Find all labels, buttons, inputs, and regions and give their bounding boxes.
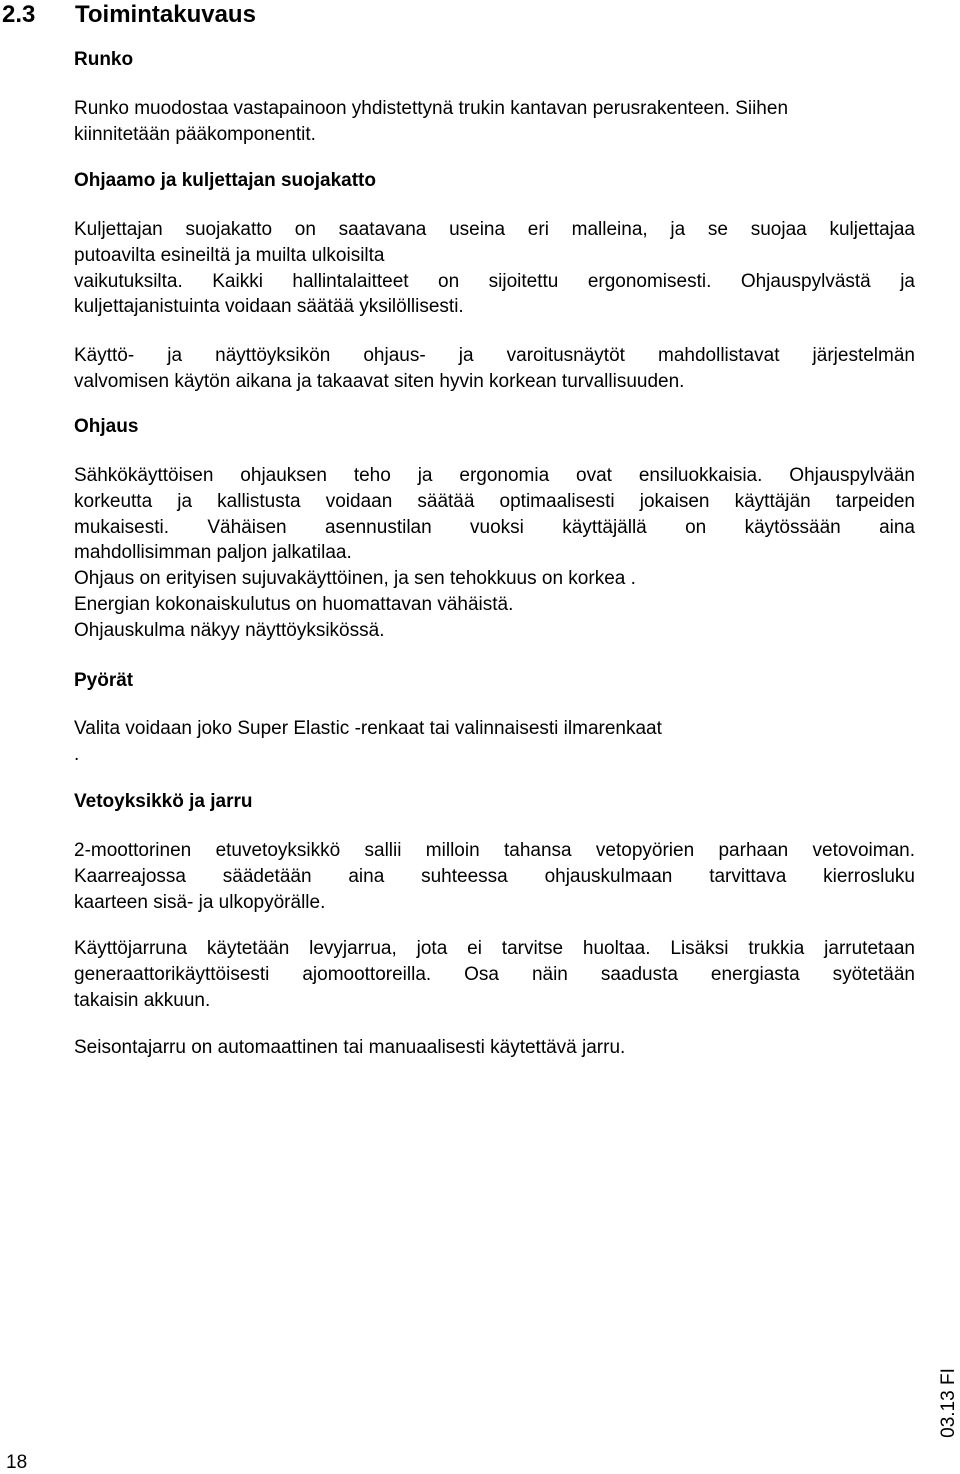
paragraph-ohjaamo-1 xyxy=(74,217,915,320)
paragraph-line: Seisontajarru on automaattinen tai manuaalisesti käytettävä jarru. xyxy=(74,1037,626,1058)
paragraph-line: kuljettajanistuinta voidaan säätää yksilöllisesti. xyxy=(74,296,464,318)
paragraph-line: Kuljettajan suojakatto on saatavana useina eri malleina, ja se suojaa kuljettajaa xyxy=(74,219,915,240)
section-number: 2.3 xyxy=(2,1,36,28)
heading-runko: Runko xyxy=(74,49,134,70)
paragraph-line: mahdollisimman paljon jalkatilaa. xyxy=(74,542,352,564)
paragraph-line: Ohjauskulma näkyy näyttöyksikössä. xyxy=(74,619,385,641)
paragraph-line: kaarteen sisä- ja ulkopyörälle. xyxy=(74,891,326,913)
paragraph-pyorat xyxy=(74,716,915,768)
paragraph-line: putoavilta esineiltä ja muilta ulkoisilta xyxy=(74,244,385,266)
paragraph-line: Runko muodostaa vastapainoon yhdistettynä trukin kantavan perusrakenteen. Siihen xyxy=(74,98,789,119)
paragraph-vetoyksikko-2 xyxy=(74,936,915,1013)
paragraph-line: . xyxy=(74,743,80,765)
paragraph-ohjaus xyxy=(74,463,915,644)
paragraph-line: Energian kokonaiskulutus on huomattavan vähäistä. xyxy=(74,593,514,615)
heading-pyorat: Pyörät xyxy=(74,670,134,691)
heading-ohjaus: Ohjaus xyxy=(74,416,139,437)
page-number: 18 xyxy=(6,1452,28,1473)
paragraph-ohjaamo-2 xyxy=(74,343,915,395)
paragraph-line: Käyttö- ja näyttöyksikön ohjaus- ja varoitusnäytöt mahdollistavat järjestelmän xyxy=(74,345,915,366)
heading-ohjaamo: Ohjaamo ja kuljettajan suojakatto xyxy=(74,170,376,191)
paragraph-line: takaisin akkuun. xyxy=(74,989,211,1011)
paragraph-line: korkeutta ja kallistusta voidaan säätää optimaalisesti jokaisen käyttäjän tarpeiden xyxy=(74,490,915,512)
paragraph-line: 2-moottorinen etuvetoyksikkö sallii milloin tahansa vetopyörien parhaan vetovoiman. xyxy=(74,840,915,861)
section-title: Toimintakuvaus xyxy=(75,1,256,28)
paragraph-line: Kaarreajossa säädetään aina suhteessa ohjauskulmaan tarvittava kierrosluku xyxy=(74,865,915,887)
paragraph-vetoyksikko-1 xyxy=(74,838,915,915)
paragraph-line: valvomisen käytön aikana ja takaavat siten hyvin korkean turvallisuuden. xyxy=(74,370,685,392)
paragraph-line: Sähkökäyttöisen ohjauksen teho ja ergonomia ovat ensiluokkaisia. Ohjauspylvään xyxy=(74,465,915,486)
paragraph-runko xyxy=(74,96,915,148)
heading-vetoyksikko: Vetoyksikkö ja jarru xyxy=(74,791,253,812)
paragraph-line: mukaisesti. Vähäisen asennustilan vuoksi käyttäjällä on käytössään aina xyxy=(74,516,915,538)
paragraph-line: Käyttöjarruna käytetään levyjarrua, jota ei tarvitse huoltaa. Lisäksi trukkia jarrutetaan xyxy=(74,938,915,959)
paragraph-line: vaikutuksilta. Kaikki hallintalaitteet on sijoitettu ergonomisesti. Ohjauspylvästä ja xyxy=(74,270,915,292)
paragraph-line: Valita voidaan joko Super Elastic -renkaat tai valinnaisesti ilmarenkaat xyxy=(74,718,662,739)
paragraph-line: Ohjaus on erityisen sujuvakäyttöinen, ja sen tehokkuus on korkea . xyxy=(74,568,636,590)
paragraph-vetoyksikko-3 xyxy=(74,1035,915,1061)
paragraph-line: kiinnitetään pääkomponentit. xyxy=(74,123,316,145)
document-code: 03.13 FI xyxy=(938,1368,959,1438)
paragraph-line: generaattorikäyttöisesti ajomoottoreilla. Osa näin saadusta energiasta syötetään xyxy=(74,963,915,985)
